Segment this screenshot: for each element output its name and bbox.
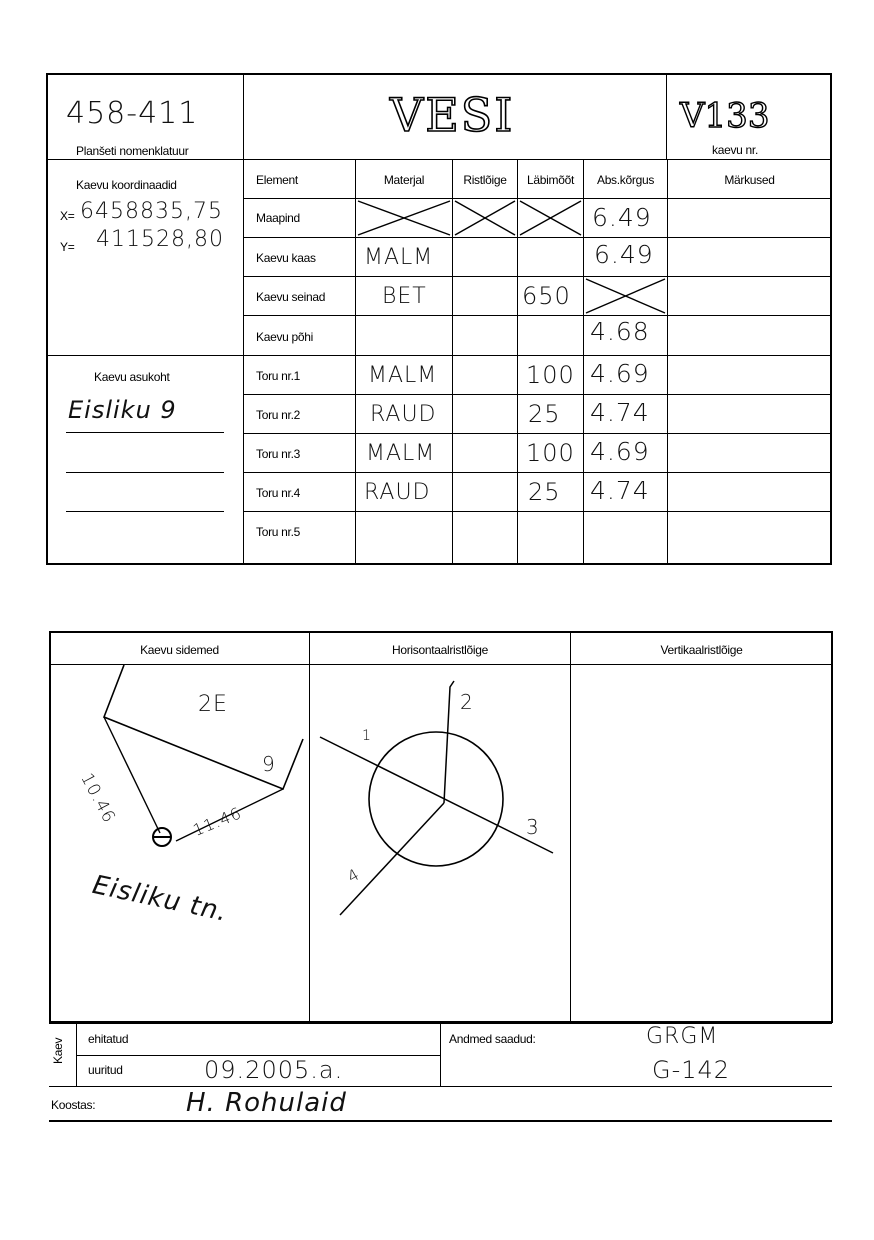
col-header-diameter: Läbimõõt: [527, 173, 574, 187]
ties-label: Kaevu sidemed: [140, 643, 219, 657]
cell-diameter: 100: [526, 439, 575, 467]
cell-abs-height: 4.69: [590, 437, 650, 466]
row-label: Toru nr.2: [256, 408, 300, 422]
row-label: Toru nr.4: [256, 486, 300, 500]
page-title: VESI: [390, 88, 515, 142]
y-prefix: Y=: [60, 240, 75, 254]
well-number-label: kaevu nr.: [712, 143, 758, 157]
pipe-number-2: 2: [460, 690, 474, 714]
cell-material: MALM: [366, 441, 436, 466]
x-coordinate-value: 6458835,75: [80, 199, 223, 224]
ties-corner-label: 9: [262, 752, 276, 776]
compiled-value: H. Rohulaid: [186, 1088, 347, 1118]
cell-abs-height: 6.49: [594, 240, 654, 269]
row-label: Kaevu kaas: [256, 251, 316, 265]
ties-distance-1: 10.46: [76, 770, 120, 827]
surveyed-label: uuritud: [88, 1063, 123, 1077]
cell-abs-height: 4.69: [590, 359, 650, 388]
cell-diameter: 650: [522, 282, 571, 310]
pipe-number-3: 3: [526, 815, 540, 839]
row-label: Kaevu seinad: [256, 290, 326, 304]
nomenclature-label: Planšeti nomenklatuur: [76, 144, 189, 158]
crossed-cell: [584, 277, 667, 315]
cell-abs-height: 6.49: [592, 203, 652, 232]
row-label: Kaevu põhi: [256, 330, 314, 344]
built-label: ehitatud: [88, 1032, 129, 1046]
data-source-value-1: GRGM: [646, 1024, 719, 1049]
ties-sketch: [50, 665, 309, 1021]
x-prefix: X=: [60, 209, 75, 223]
footer-side-label: Kaev: [51, 1037, 65, 1064]
surveyed-value: 09.2005.a.: [204, 1056, 344, 1084]
cell-material: BET: [382, 284, 427, 309]
ties-distance-2: 11.46: [190, 803, 245, 840]
coordinates-label: Kaevu koordinaadid: [76, 178, 177, 192]
data-source-value-2: G-142: [652, 1056, 731, 1084]
cell-abs-height: 4.74: [590, 476, 650, 505]
compiled-label: Koostas:: [51, 1098, 96, 1112]
data-source-label: Andmed saadud:: [449, 1032, 536, 1046]
cell-material: MALM: [364, 245, 434, 270]
location-label: Kaevu asukoht: [94, 370, 170, 384]
cell-abs-height: 4.68: [590, 317, 650, 346]
pipe-number-1: 1: [362, 728, 372, 744]
cell-diameter: 25: [528, 400, 561, 428]
crossed-cell: [453, 199, 517, 237]
col-header-remarks: Märkused: [724, 173, 775, 187]
location-value: Eisliku 9: [68, 396, 177, 424]
cell-material: RAUD: [370, 402, 437, 427]
cell-material: MALM: [368, 363, 438, 388]
nomenclature-value: 458-411: [66, 96, 199, 131]
col-header-cross-section: Ristlõige: [463, 173, 507, 187]
cell-material: RAUD: [364, 480, 431, 505]
row-label: Toru nr.3: [256, 447, 300, 461]
row-label: Toru nr.5: [256, 525, 300, 539]
cell-abs-height: 4.74: [590, 398, 650, 427]
crossed-cell: [518, 199, 583, 237]
row-label: Toru nr.1: [256, 369, 300, 383]
vertical-section-label: Vertikaalristlõige: [660, 643, 743, 657]
horizontal-section-label: Horisontaalristlõige: [391, 643, 489, 657]
cell-diameter: 25: [528, 478, 561, 506]
col-header-element: Element: [256, 173, 298, 187]
col-header-material: Materjal: [383, 173, 425, 187]
horizontal-section-sketch: [310, 665, 570, 1021]
well-number-value: V133: [680, 96, 770, 136]
y-coordinate-value: 411528,80: [96, 227, 224, 252]
ties-street-label: Eisliku tn.: [89, 870, 231, 928]
crossed-cell: [356, 199, 452, 237]
pipe-number-4: 4: [343, 864, 364, 887]
cell-diameter: 100: [526, 361, 575, 389]
row-label: Maapind: [256, 211, 300, 225]
ties-building-label: 2E: [198, 692, 228, 717]
col-header-abs-height: Abs.kõrgus: [596, 173, 655, 187]
